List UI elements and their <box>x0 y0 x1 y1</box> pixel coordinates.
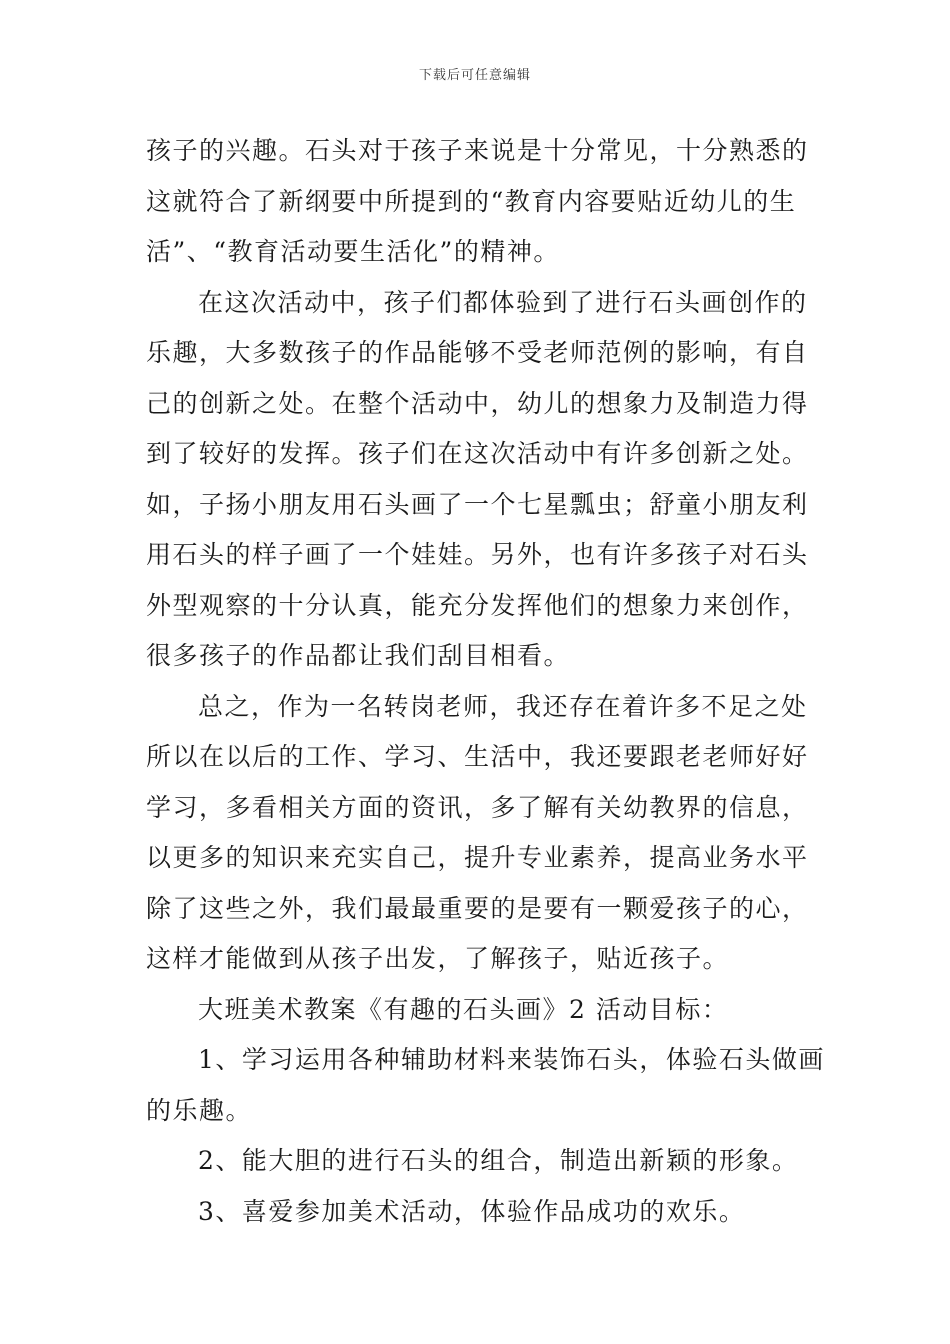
text-line: 3、喜爱参加美术活动，体验作品成功的欢乐。 <box>198 1196 746 1226</box>
section-title: 大班美术教案《有趣的石头画》2 活动目标： <box>198 994 729 1024</box>
text-line: 用石头的样子画了一个娃娃。另外，也有许多孩子对石头 <box>146 540 809 569</box>
text-line: 除了这些之外，我们最最重要的是要有一颗爱孩子的心， <box>146 893 809 923</box>
text-line: 很多孩子的作品都让我们刮目相看。 <box>146 641 571 670</box>
text-line: 以更多的知识来充实自己，提升专业素养，提高业务水平 <box>146 843 809 872</box>
text-line: 这就符合了新纲要中所提到的“教育内容要贴近幼儿的生 <box>146 186 797 216</box>
text-line: 如，子扬小朋友用石头画了一个七星瓢虫；舒童小朋友利 <box>146 489 809 519</box>
text-line: 1、学习运用各种辅助材料来装饰石头，体验石头做画 <box>198 1045 825 1074</box>
text-line: 到了较好的发挥。孩子们在这次活动中有许多创新之处。 <box>146 439 809 468</box>
text-line: 这样才能做到从孩子出发，了解孩子，贴近孩子。 <box>146 944 730 973</box>
text-line: 总之，作为一名转岗老师，我还存在着许多不足之处 <box>198 691 808 721</box>
text-line: 孩子的兴趣。石头对于孩子来说是十分常见，十分熟悉的 <box>146 136 809 165</box>
text-line: 外型观察的十分认真，能充分发挥他们的想象力来创作， <box>146 590 809 620</box>
text-line: 己的创新之处。在整个活动中，幼儿的想象力及制造力得 <box>146 388 809 418</box>
body-text <box>146 126 825 1237</box>
text-line: 在这次活动中，孩子们都体验到了进行石头画创作的 <box>198 287 808 317</box>
text-line: 所以在以后的工作、学习、生活中，我还要跟老老师好好 <box>146 742 809 771</box>
page-header: 下载后可任意编辑 <box>418 68 531 83</box>
text-line: 乐趣，大多数孩子的作品能够不受老师范例的影响，有自 <box>146 338 809 367</box>
text-line: 的乐趣。 <box>146 1095 253 1125</box>
text-line: 学习，多看相关方面的资讯，多了解有关幼教界的信息， <box>146 792 809 822</box>
text-line: 2、能大胆的进行石头的组合，制造出新颖的形象。 <box>198 1146 799 1175</box>
text-line: 活”、“教育活动要生活化”的精神。 <box>146 237 560 266</box>
